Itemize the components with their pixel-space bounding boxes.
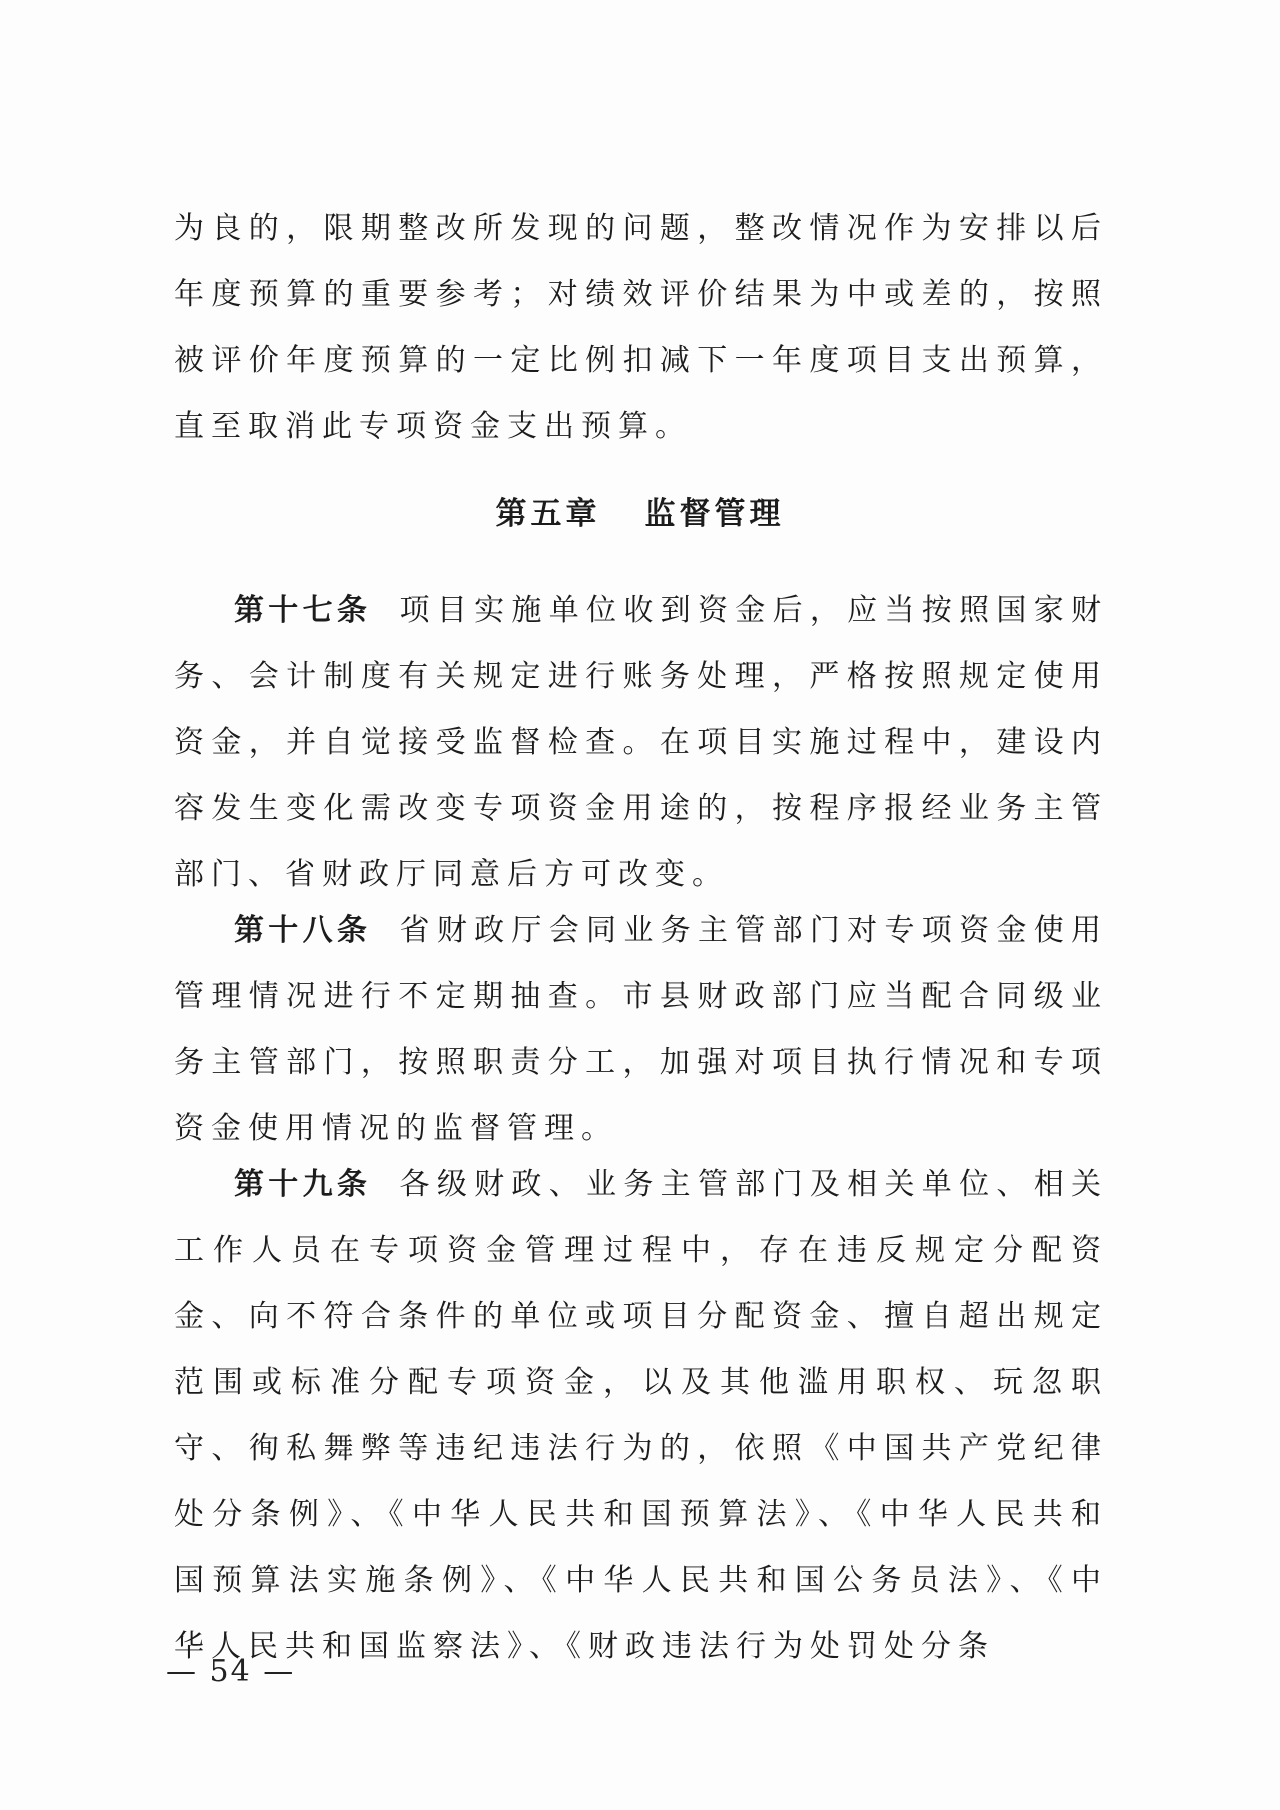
article-19-label: 第十九条: [234, 1167, 372, 1202]
article-19-paragraph: [174, 1152, 1108, 1680]
article-18-label: 第十八条: [234, 913, 372, 948]
article-19: [174, 1152, 1108, 1680]
article-17-text: 项目实施单位收到资金后，应当按照国家财务、会计制度有关规定进行账务处理，严格按照规定使用资金，并自觉接受监督检查。在项目实施过程中，建设内容发生变化需改变专项资金用途的，按程序报经业务主管部门、省财政厅同意后方可改变。: [174, 593, 1109, 892]
article-18: [174, 898, 1108, 1162]
article-17: [174, 578, 1108, 908]
intro-paragraph-block: [174, 196, 1108, 460]
article-18-text: 省财政厅会同业务主管部门对专项资金使用管理情况进行不定期抽查。市县财政部门应当配合同级业务主管部门，按照职责分工，加强对项目执行情况和专项资金使用情况的监督管理。: [174, 913, 1109, 1146]
chapter-title: 监督管理: [644, 496, 785, 532]
article-18-paragraph: [174, 898, 1108, 1162]
intro-paragraph: 为良的，限期整改所发现的问题，整改情况作为安排以后年度预算的重要参考；对绩效评价结果为中或差的，按照被评价年度预算的一定比例扣减下一年度项目支出预算，直至取消此专项资金支出预算。: [174, 211, 1108, 444]
article-17-paragraph: [174, 578, 1108, 908]
article-17-label: 第十七条: [234, 593, 372, 628]
article-19-text: 各级财政、业务主管部门及相关单位、相关工作人员在专项资金管理过程中，存在违反规定分配资金、向不符合条件的单位或项目分配资金、擅自超出规定范围或标准分配专项资金，以及其他滥用职权、玩忽职守、徇私舞弊等违纪违法行为的，依照《中国共产党纪律处分条例》、《中华人民共和国预算法》、《中华人民共和国预算法实施条例》、《中华人民共和国公务员法》、《中华人民共和国监察法》、《财政违法行为处罚处分条: [174, 1167, 1109, 1664]
chapter-number: 第五章: [495, 496, 601, 532]
page-number: — 54 —: [166, 1654, 296, 1689]
chapter-heading: [0, 488, 1280, 533]
